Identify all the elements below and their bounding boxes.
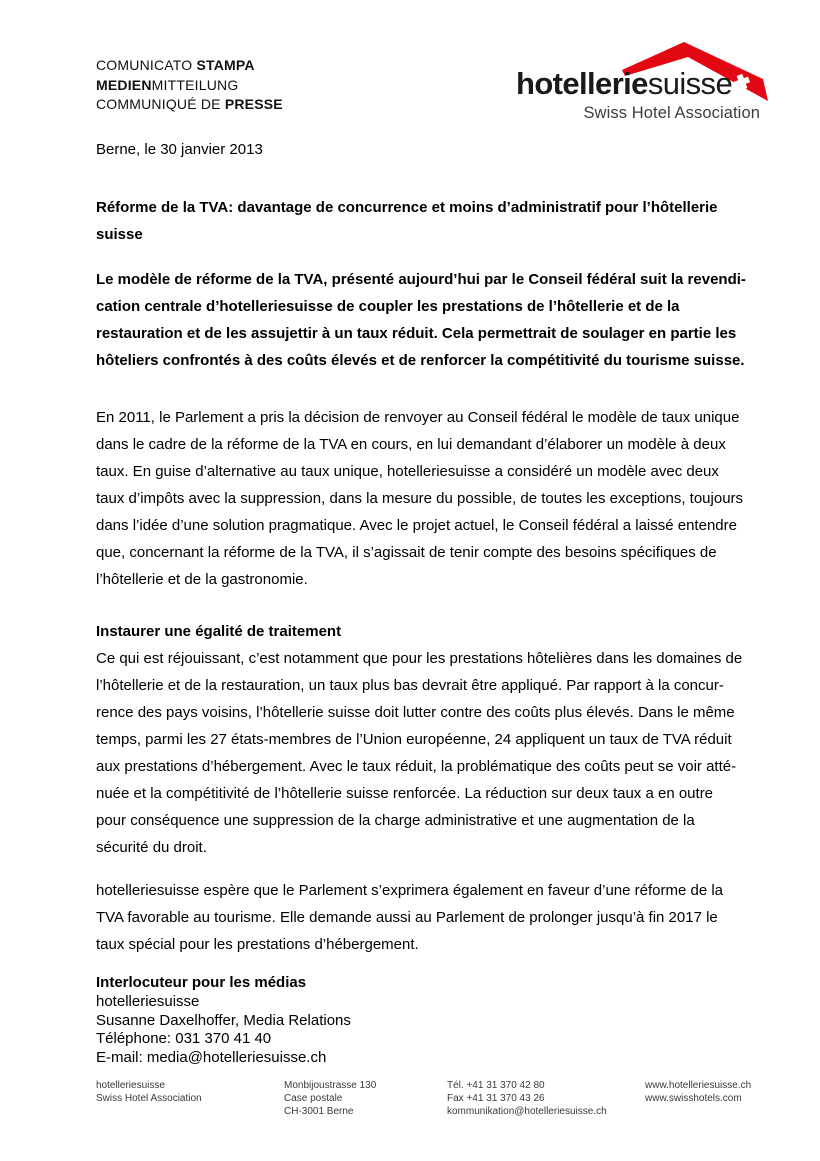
footer-organisation-column [96, 1079, 202, 1105]
footer-web-column [645, 1079, 751, 1105]
press-line-french-normal: COMMUNIQUÉ DE [96, 96, 225, 112]
press-line-german-bold: MEDIEN [96, 76, 152, 93]
section-heading: Instaurer une égalité de traitement [96, 623, 342, 640]
footer-fax: Fax +41 31 370 43 26 [447, 1093, 545, 1104]
footer-address-column [284, 1079, 376, 1118]
logo-wordmark-bold: hotellerie [516, 66, 648, 101]
press-line-french-bold: PRESSE [224, 96, 283, 112]
footer-phone: Tél. +41 31 370 42 80 [447, 1080, 545, 1091]
media-contact-block [96, 972, 746, 1067]
footer-city: CH-3001 Berne [284, 1106, 354, 1117]
footer-website-hotelleriesuisse[interactable]: www.hotelleriesuisse.ch [645, 1080, 752, 1091]
press-release-header [96, 56, 283, 115]
footer-pobox: Case postale [284, 1093, 343, 1104]
intro-paragraph: En 2011, le Parlement a pris la décision de renvoyer au Conseil fédéral le modèle de taux unique dans le cadre de la réforme de la TVA en cours, en lui demandant d’élaborer un modèle à deux taux. En guise d’alternative au taux unique, hotelleriesuisse a considéré un modèle avec deux taux d’impôts avec la suppression, dans la mesure du possible, de toutes les exceptions, toujours dans l’idée d’une solution pragmatique. Avec le projet actuel, le Conseil fédéral a laissé entendre que, concernant la réforme de la TVA, il s’agissait de tenir compte des besoins spécifiques de l’hôtellerie et de la gastronomie. [96, 409, 744, 588]
press-line-italian-bold: STAMPA [196, 57, 255, 73]
press-line-italian [96, 56, 283, 76]
contact-organisation: hotelleriesuisse [96, 993, 200, 1010]
press-line-french [96, 95, 283, 115]
page-footer [96, 1079, 780, 1129]
headline: Réforme de la TVA: davantage de concurrence et moins d’administratif pour l’hôtellerie suisse [96, 199, 718, 243]
footer-org-subtitle: Swiss Hotel Association [96, 1093, 202, 1104]
contact-heading: Interlocuteur pour les médias [96, 974, 307, 991]
lead-paragraph: Le modèle de réforme de la TVA, présenté aujourd’hui par le Conseil fédéral suit la revendication centrale d’hotelleriesuisse de coupler les prestations de l’hôtellerie et de la restauration et de les assujettir à un taux réduit. Cela permettrait de soulager en partie les hôteliers confrontés à des coûts élevés et de renforcer la compétitivité du tourisme suisse. [96, 271, 746, 369]
press-line-german [96, 76, 283, 96]
section-paragraph: Ce qui est réjouissant, c’est notamment que pour les prestations hôtelières dans les domaines de l’hôtellerie et de la restauration, un taux plus bas devrait être appliqué. Par rapport à la concurrence des pays voisins, l’hôtellerie suisse doit lutter contre des coûts plus élevés. Dans le même temps, parmi les 27 états-membres de l’Union européenne, 24 appliquent un taux de TVA réduit aux prestations d’hébergement. Avec le taux réduit, la problématique des coûts peut se voir atténuée et la compétitivité de l’hôtellerie suisse renforcée. La réduction sur deux taux a en outre pour conséquence une suppression de la charge administrative et une augmentation de la sécurité du droit. [96, 650, 743, 856]
press-line-german-normal: MITTEILUNG [151, 76, 239, 93]
footer-website-swisshotels[interactable]: www.swisshotels.com [645, 1093, 742, 1104]
footer-street: Monbijoustrasse 130 [284, 1080, 377, 1091]
footer-org-name: hotelleriesuisse [96, 1080, 165, 1091]
contact-phone: Téléphone: 031 370 41 40 [96, 1030, 272, 1047]
footer-phone-column [447, 1079, 607, 1118]
closing-paragraph: hotelleriesuisse espère que le Parlement s’exprimera également en faveur d’une réforme de la TVA favorable au tourisme. Elle demande aussi au Parlement de prolonger jusqu’à fin 2017 le taux spécial pour les prestations d’hébergement. [96, 882, 724, 953]
dateline: Berne, le 30 janvier 2013 [96, 141, 263, 158]
contact-person: Susanne Daxelhoffer, Media Relations [96, 1011, 351, 1029]
press-line-italian-normal: COMUNICATO [96, 57, 197, 73]
logo-wordmark-light: suisse [647, 66, 733, 101]
footer-email[interactable]: kommunikation@hotelleriesuisse.ch [447, 1106, 607, 1117]
document-body [96, 140, 746, 1067]
logo-tagline: Swiss Hotel Association [583, 104, 760, 122]
contact-email[interactable]: E-mail: media@hotelleriesuisse.ch [96, 1048, 327, 1066]
logo-wordmark [516, 66, 732, 102]
